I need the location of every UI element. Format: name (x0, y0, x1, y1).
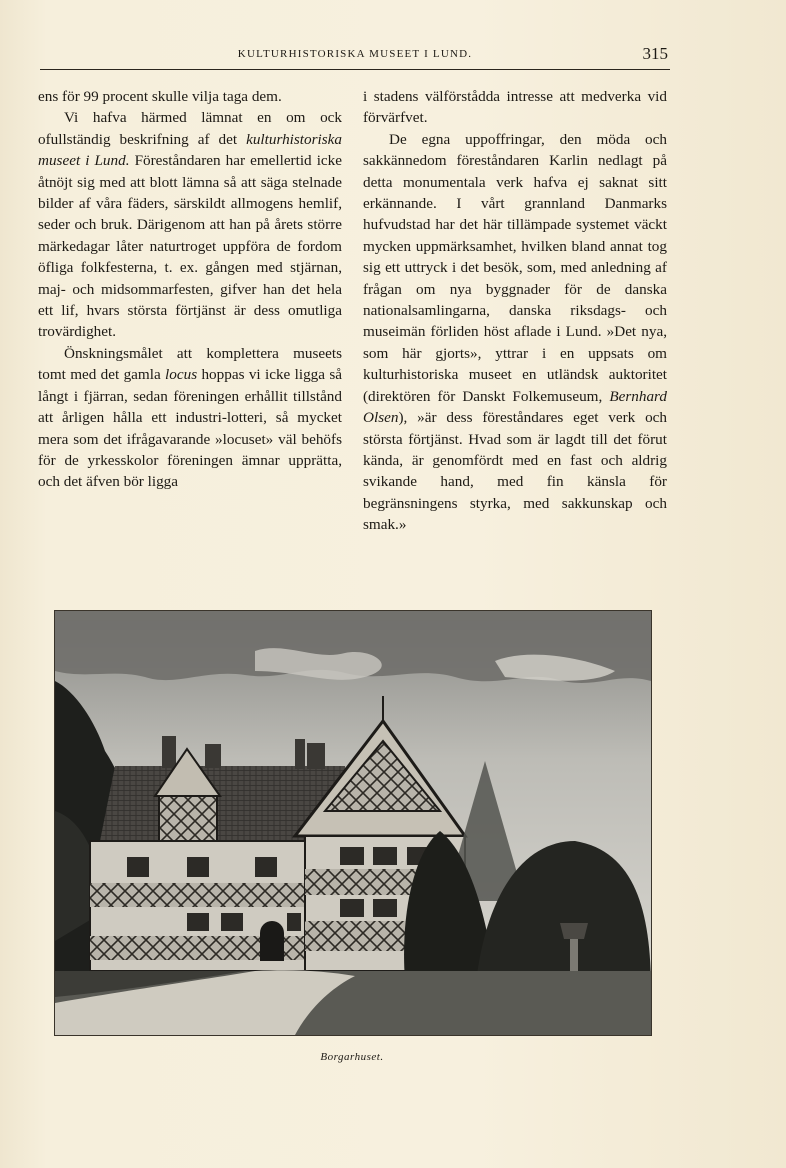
italic-name: Bernhard Olsen (363, 387, 667, 427)
chimney (295, 739, 305, 769)
text-run: Vi hafva härmed lämnat en om ock ofullständig beskrifning af det (38, 109, 342, 148)
chimney (307, 743, 325, 769)
facade-band (90, 883, 305, 907)
figure-caption: Borgarhuset. (320, 1051, 384, 1063)
text-run: De egna uppoffringar, den möda och sakkännedom föreståndaren Karlin nedlagt på detta monumentala verk hafva ej saknat sitt erkännande. I vårt grannland Danmarks hufvudstad har det här tillämpade systemet väckt mycken uppmärksamhet, hvilken bland annat tog sig ett uttryck i det besök, som, med anledning af frågan om nya byggnader för de danska nationalsamlingarna, danska riksdags- och museimän förliden höst aflade i Lund. »Det nya, som här gjorts», yttrar i en uppsats om kulturhistoriska museet en utländsk auktoritet (direktören för Danskt Folkemuseum, (363, 130, 667, 405)
left-column (38, 86, 342, 493)
paragraph: i stadens välförstådda intresse att medverka vid förvärfvet. (363, 88, 667, 127)
running-head (40, 46, 670, 68)
dormer (159, 796, 217, 844)
header-rule (40, 69, 670, 70)
italic-term: locus (165, 366, 198, 384)
paragraph (38, 343, 342, 493)
text-run: Önskningsmålet att komplettera museets tomt med det gamla (38, 344, 342, 384)
text-run: hoppas vi icke ligga så långt i fjärran, sedan föreningen erhållit tillstånd att årligen hålla ett industri-lotteri, så mycket mera som det ifrågavarande »locuset» väl behöfs för de yrkesskolor föreningen ämnar upprätta, och det äfven bör ligga (38, 366, 342, 491)
chimney (205, 744, 221, 768)
photograph-borgarhuset (54, 610, 652, 1036)
urn (560, 923, 588, 939)
running-title: KULTURHISTORISKA MUSEET I LUND. (237, 48, 473, 60)
house-illustration (55, 611, 651, 1035)
page-number: 315 (642, 44, 668, 63)
text-run: ), »är dess föreståndares eget verk och största förtjänst. Hvad som är lagdt till det förut kända, är genomfördt med en fast och aldrig svikande hand, med fin känsla för begränsningens styrka, med sakkunskap och smak.» (363, 409, 667, 534)
paragraph: ens för 99 procent skulle vilja taga dem. (38, 88, 282, 105)
text-run: Föreståndaren har emellertid icke åtnöjt sig med att blott lämna så att säga stelnade bilder af våra fäders, särskildt allmogens hemlif, seder och bruk. Därigenom att han på årets större märkedagar låter naturtroget uppföra de fordom öfliga folkfesterna, t. ex. gången med stjärnan, maj- och midsommarfesten, gifver han det hela ett lif, hvars största förtjänst är dess omutliga trovärdighet. (38, 152, 342, 341)
paragraph (363, 129, 667, 536)
right-column (363, 86, 667, 536)
italic-title: kulturhistoriska museet i Lund. (38, 130, 342, 170)
doorway (260, 921, 284, 961)
paragraph (38, 107, 342, 342)
chimney (162, 736, 176, 768)
